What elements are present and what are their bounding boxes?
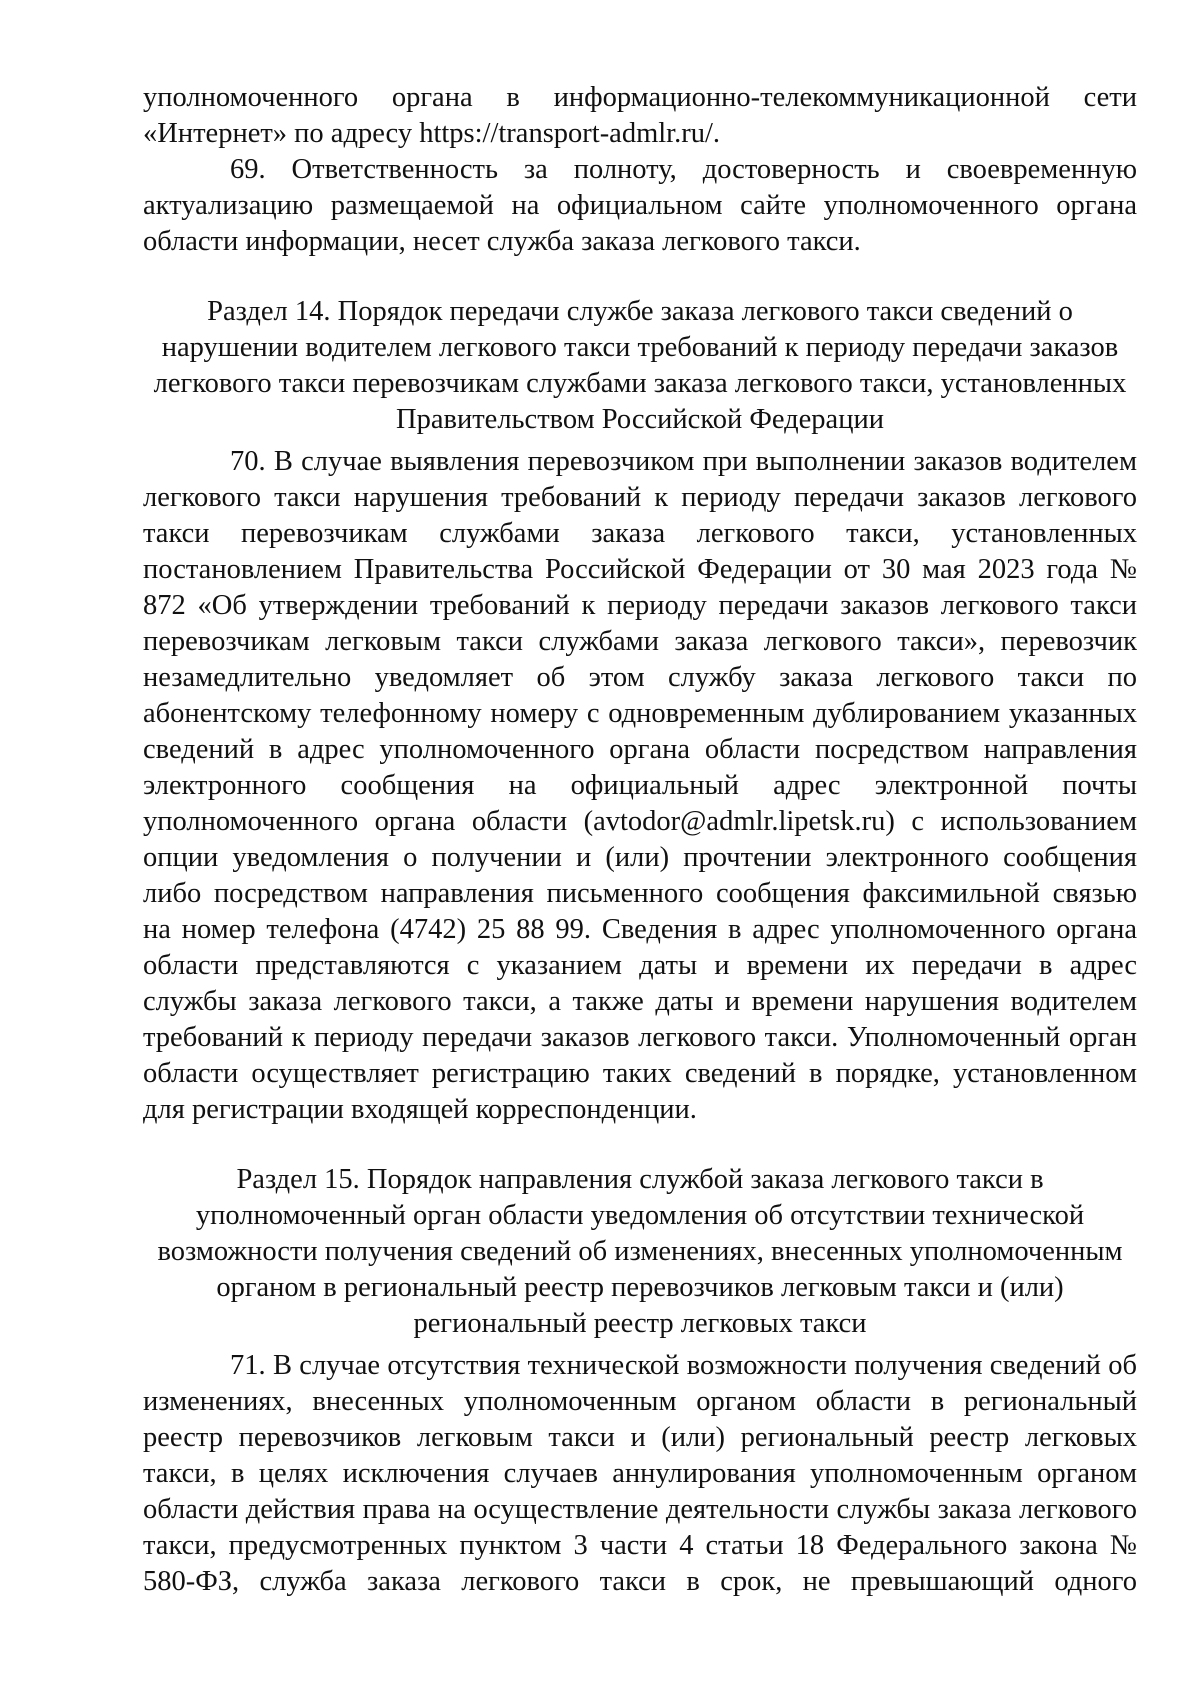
paragraph-71: 71. В случае отсутствия технической возможности получения сведений об изменениях, внесенных уполномоченным органом области в региональный реестр перевозчиков легковым такси и (или) региональный реестр легковых такси, в целях исключения случаев аннулирования уполномоченным органом области действия права на осуществление деятельности службы заказа легкового такси, предусмотренных пунктом 3 части 4 статьи 18 Федерального закона № 580-ФЗ, служба заказа легкового такси в срок, не превышающий одного	[143, 1350, 1137, 1597]
spacer	[143, 1128, 1137, 1162]
section-15-heading: Раздел 15. Порядок направления службой заказа легкового такси в уполномоченный орган области уведомления об отсутствии технической возможности получения сведений об изменениях, внесенных уполномоченным органом в региональный реестр перевозчиков легковым такси и (или) региональный реестр легковых такси	[157, 1164, 1123, 1339]
document-page	[143, 80, 1137, 1600]
section-14-heading: Раздел 14. Порядок передачи службе заказа легкового такси сведений о нарушении водителем легкового такси требований к периоду передачи заказов легкового такси перевозчикам службами заказа легкового такси, установленных Правительством Российской Федерации	[153, 296, 1127, 435]
spacer	[143, 260, 1137, 294]
paragraph-69: 69. Ответственность за полноту, достоверность и своевременную актуализацию размещаемой на официальном сайте уполномоченного органа области информации, несет служба заказа легкового такси.	[143, 154, 1137, 257]
continuation-paragraph: уполномоченного органа в информационно-телекоммуникационной сети «Интернет» по адресу https://transport-admlr.ru/.	[143, 82, 1137, 149]
paragraph-70: 70. В случае выявления перевозчиком при выполнении заказов водителем легкового такси нарушения требований к периоду передачи заказов легкового такси перевозчикам службами заказа легкового такси, установленных постановлением Правительства Российской Федерации от 30 мая 2023 года № 872 «Об утверждении требований к периоду передачи заказов легкового такси перевозчикам легковым такси службами заказа легкового такси», перевозчик незамедлительно уведомляет об этом службу заказа легкового такси по абонентскому телефонному номеру с одновременным дублированием указанных сведений в адрес уполномоченного органа области посредством направления электронного сообщения на официальный адрес электронной почты уполномоченного органа области (avtodor@admlr.lipetsk.ru) с использованием опции уведомления о получении и (или) прочтении электронного сообщения либо посредством направления письменного сообщения факсимильной связью на номер телефона (4742) 25 88 99. Сведения в адрес уполномоченного органа области представляются с указанием даты и времени их передачи в адрес службы заказа легкового такси, а также даты и времени нарушения водителем требований к периоду передачи заказов легкового такси. Уполномоченный орган области осуществляет регистрацию таких сведений в порядке, установленном для регистрации входящей корреспонденции.	[143, 446, 1137, 1125]
